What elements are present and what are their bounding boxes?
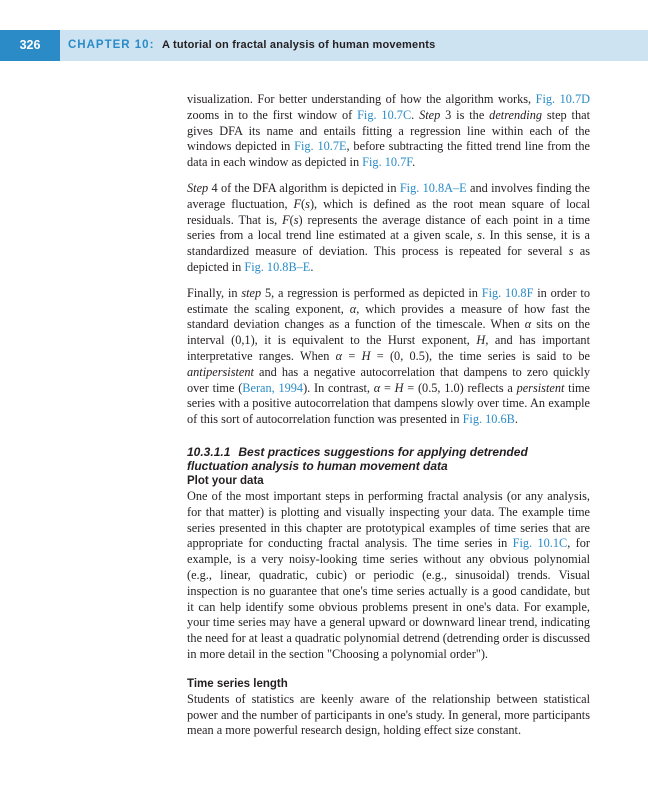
text-run: , for example, is a very noisy-looking time series without any obvious polynomial (e.g., linear, quadratic, cubic) or periodic (e.g., sinusoidal) trends. Visual inspection is no guarantee that one's time series actually is a good candidate, but it can help identify some obvious problems present in one's data. For example, your time series may have a general upward or downward linear trend, indicating the need for at least a quadratic polynomial detrend (detrending order is discussed in more detail in the section "Choosing a polynomial order"). bbox=[187, 536, 590, 661]
paragraph-dfa-steps bbox=[187, 92, 590, 171]
cross-reference-link[interactable]: Fig. 10.7F bbox=[362, 155, 413, 170]
italic-text: H bbox=[361, 348, 371, 363]
text-run: , before subtracting the fitted trend line from the data in each window as depicted in bbox=[187, 139, 590, 170]
text-run: 4 of the DFA algorithm is depicted in bbox=[208, 180, 400, 195]
text-run: . In this sense, it is a standardized measure of deviation. This process is repeated for several bbox=[187, 228, 591, 259]
paragraph-step-4 bbox=[187, 181, 590, 276]
paragraph-time-series-length bbox=[187, 692, 590, 739]
text-run: , and has important interpretative ranges. When bbox=[187, 333, 590, 363]
text-run: = (0.5, 1.0) reflects a bbox=[403, 380, 517, 395]
text-run: One of the most important steps in performing fractal analysis (or any analysis, for that matter) is plotting and visually inspecting your data. The example time series presented in this chapter are prototypical examples of time series that are appropriate for conducting fractal analysis. The time series in bbox=[187, 488, 590, 551]
section-title: Best practices suggestions for applying detrended fluctuation analysis to human movement data bbox=[187, 444, 528, 474]
paragraph-step-5 bbox=[187, 286, 590, 428]
text-run: Finally, in bbox=[187, 285, 242, 300]
italic-text: H bbox=[394, 380, 404, 395]
text-run: step that gives DFA its name and entails fitting a regression line within each of the windows depicted in bbox=[187, 107, 591, 154]
chapter-label: CHAPTER 10: bbox=[68, 39, 155, 51]
text-run: and involves finding the average fluctuation, bbox=[187, 180, 590, 211]
italic-text: F bbox=[293, 196, 302, 211]
subsection-heading-time-series-length: Time series length bbox=[187, 677, 288, 690]
italic-text: F bbox=[282, 212, 290, 227]
body-text bbox=[187, 92, 590, 749]
text-run: time series with a positive autocorrelation that dampens slowly over time. An example of this sort of autocorrelation function was presented in bbox=[187, 380, 591, 427]
cross-reference-link[interactable]: Fig. 10.7E bbox=[294, 139, 347, 154]
cross-reference-link[interactable]: Fig. 10.8F bbox=[481, 285, 534, 300]
italic-text: α bbox=[335, 348, 343, 363]
text-run: . bbox=[514, 412, 518, 427]
italic-text: α bbox=[373, 380, 381, 395]
italic-text: detrending bbox=[489, 107, 542, 122]
cross-reference-link[interactable]: Fig. 10.6B bbox=[462, 412, 515, 427]
italic-text: s bbox=[568, 244, 574, 259]
text-run: = bbox=[342, 348, 362, 363]
text-run: = (0, 0.5), the time series is said to be bbox=[370, 348, 590, 363]
cross-reference-link[interactable]: Fig. 10.7C bbox=[357, 107, 412, 122]
text-run: as depicted in bbox=[187, 244, 590, 274]
italic-text: s bbox=[305, 196, 310, 211]
text-run: 3 is the bbox=[440, 107, 490, 122]
italic-text: H bbox=[476, 333, 486, 348]
section-heading bbox=[187, 445, 590, 474]
page-number: 326 bbox=[0, 30, 60, 61]
text-run: . bbox=[310, 259, 314, 274]
text-run: . bbox=[412, 155, 416, 170]
italic-text: step bbox=[241, 285, 262, 300]
text-run: ( bbox=[289, 212, 294, 227]
paragraph-plot-your-data bbox=[187, 489, 590, 663]
italic-text: α bbox=[349, 301, 357, 316]
text-run: sits on the interval (0,1), it is equivalent to the Hurst exponent, bbox=[187, 317, 591, 348]
italic-text: Step bbox=[187, 180, 209, 195]
text-run: , which provides a measure of how fast the standard deviation changes as a function of the timescale. When bbox=[187, 301, 590, 332]
italic-text: antipersistent bbox=[187, 364, 254, 379]
chapter-title: A tutorial on fractal analysis of human movements bbox=[162, 39, 436, 51]
text-run: . bbox=[411, 107, 420, 122]
text-run: ). In contrast, bbox=[303, 380, 374, 395]
italic-text: s bbox=[477, 228, 483, 243]
cross-reference-link[interactable]: Fig. 10.8A–E bbox=[399, 180, 467, 195]
cross-reference-link[interactable]: Fig. 10.7D bbox=[535, 92, 590, 106]
cross-reference-link[interactable]: Beran, 1994 bbox=[242, 380, 304, 395]
italic-text: Step bbox=[419, 107, 441, 122]
text-run: visualization. For better understanding of how the algorithm works, bbox=[187, 92, 536, 106]
text-run: ) represents the average distance of each point in a time series from a local trend line estimated at a given scale, bbox=[187, 212, 590, 243]
italic-text: s bbox=[293, 212, 299, 227]
text-run: and has a negative autocorrelation that dampens to zero quickly over time ( bbox=[187, 364, 590, 395]
italic-text: α bbox=[524, 317, 532, 332]
text-run: in order to estimate the scaling exponent, bbox=[187, 285, 590, 316]
italic-text: persistent bbox=[516, 380, 565, 395]
text-run: = bbox=[380, 380, 395, 395]
cross-reference-link[interactable]: Fig. 10.8B–E bbox=[244, 259, 311, 274]
section-number: 10.3.1.1 bbox=[187, 444, 231, 459]
text-run: 5, a regression is performed as depicted in bbox=[261, 285, 482, 300]
text-run: ( bbox=[301, 196, 306, 211]
text-run: ), which is defined as the root mean square of local residuals. That is, bbox=[187, 196, 590, 227]
text-run: Students of statistics are keenly aware of the relationship between statistical power and the number of participants in one's study. In general, more participants mean a more powerful research design, holding effect size constant. bbox=[187, 691, 590, 738]
text-run: zooms in to the first window of bbox=[187, 107, 358, 122]
cross-reference-link[interactable]: Fig. 10.1C bbox=[512, 536, 568, 551]
running-header bbox=[0, 30, 648, 61]
subsection-heading-plot-your-data: Plot your data bbox=[187, 474, 264, 487]
